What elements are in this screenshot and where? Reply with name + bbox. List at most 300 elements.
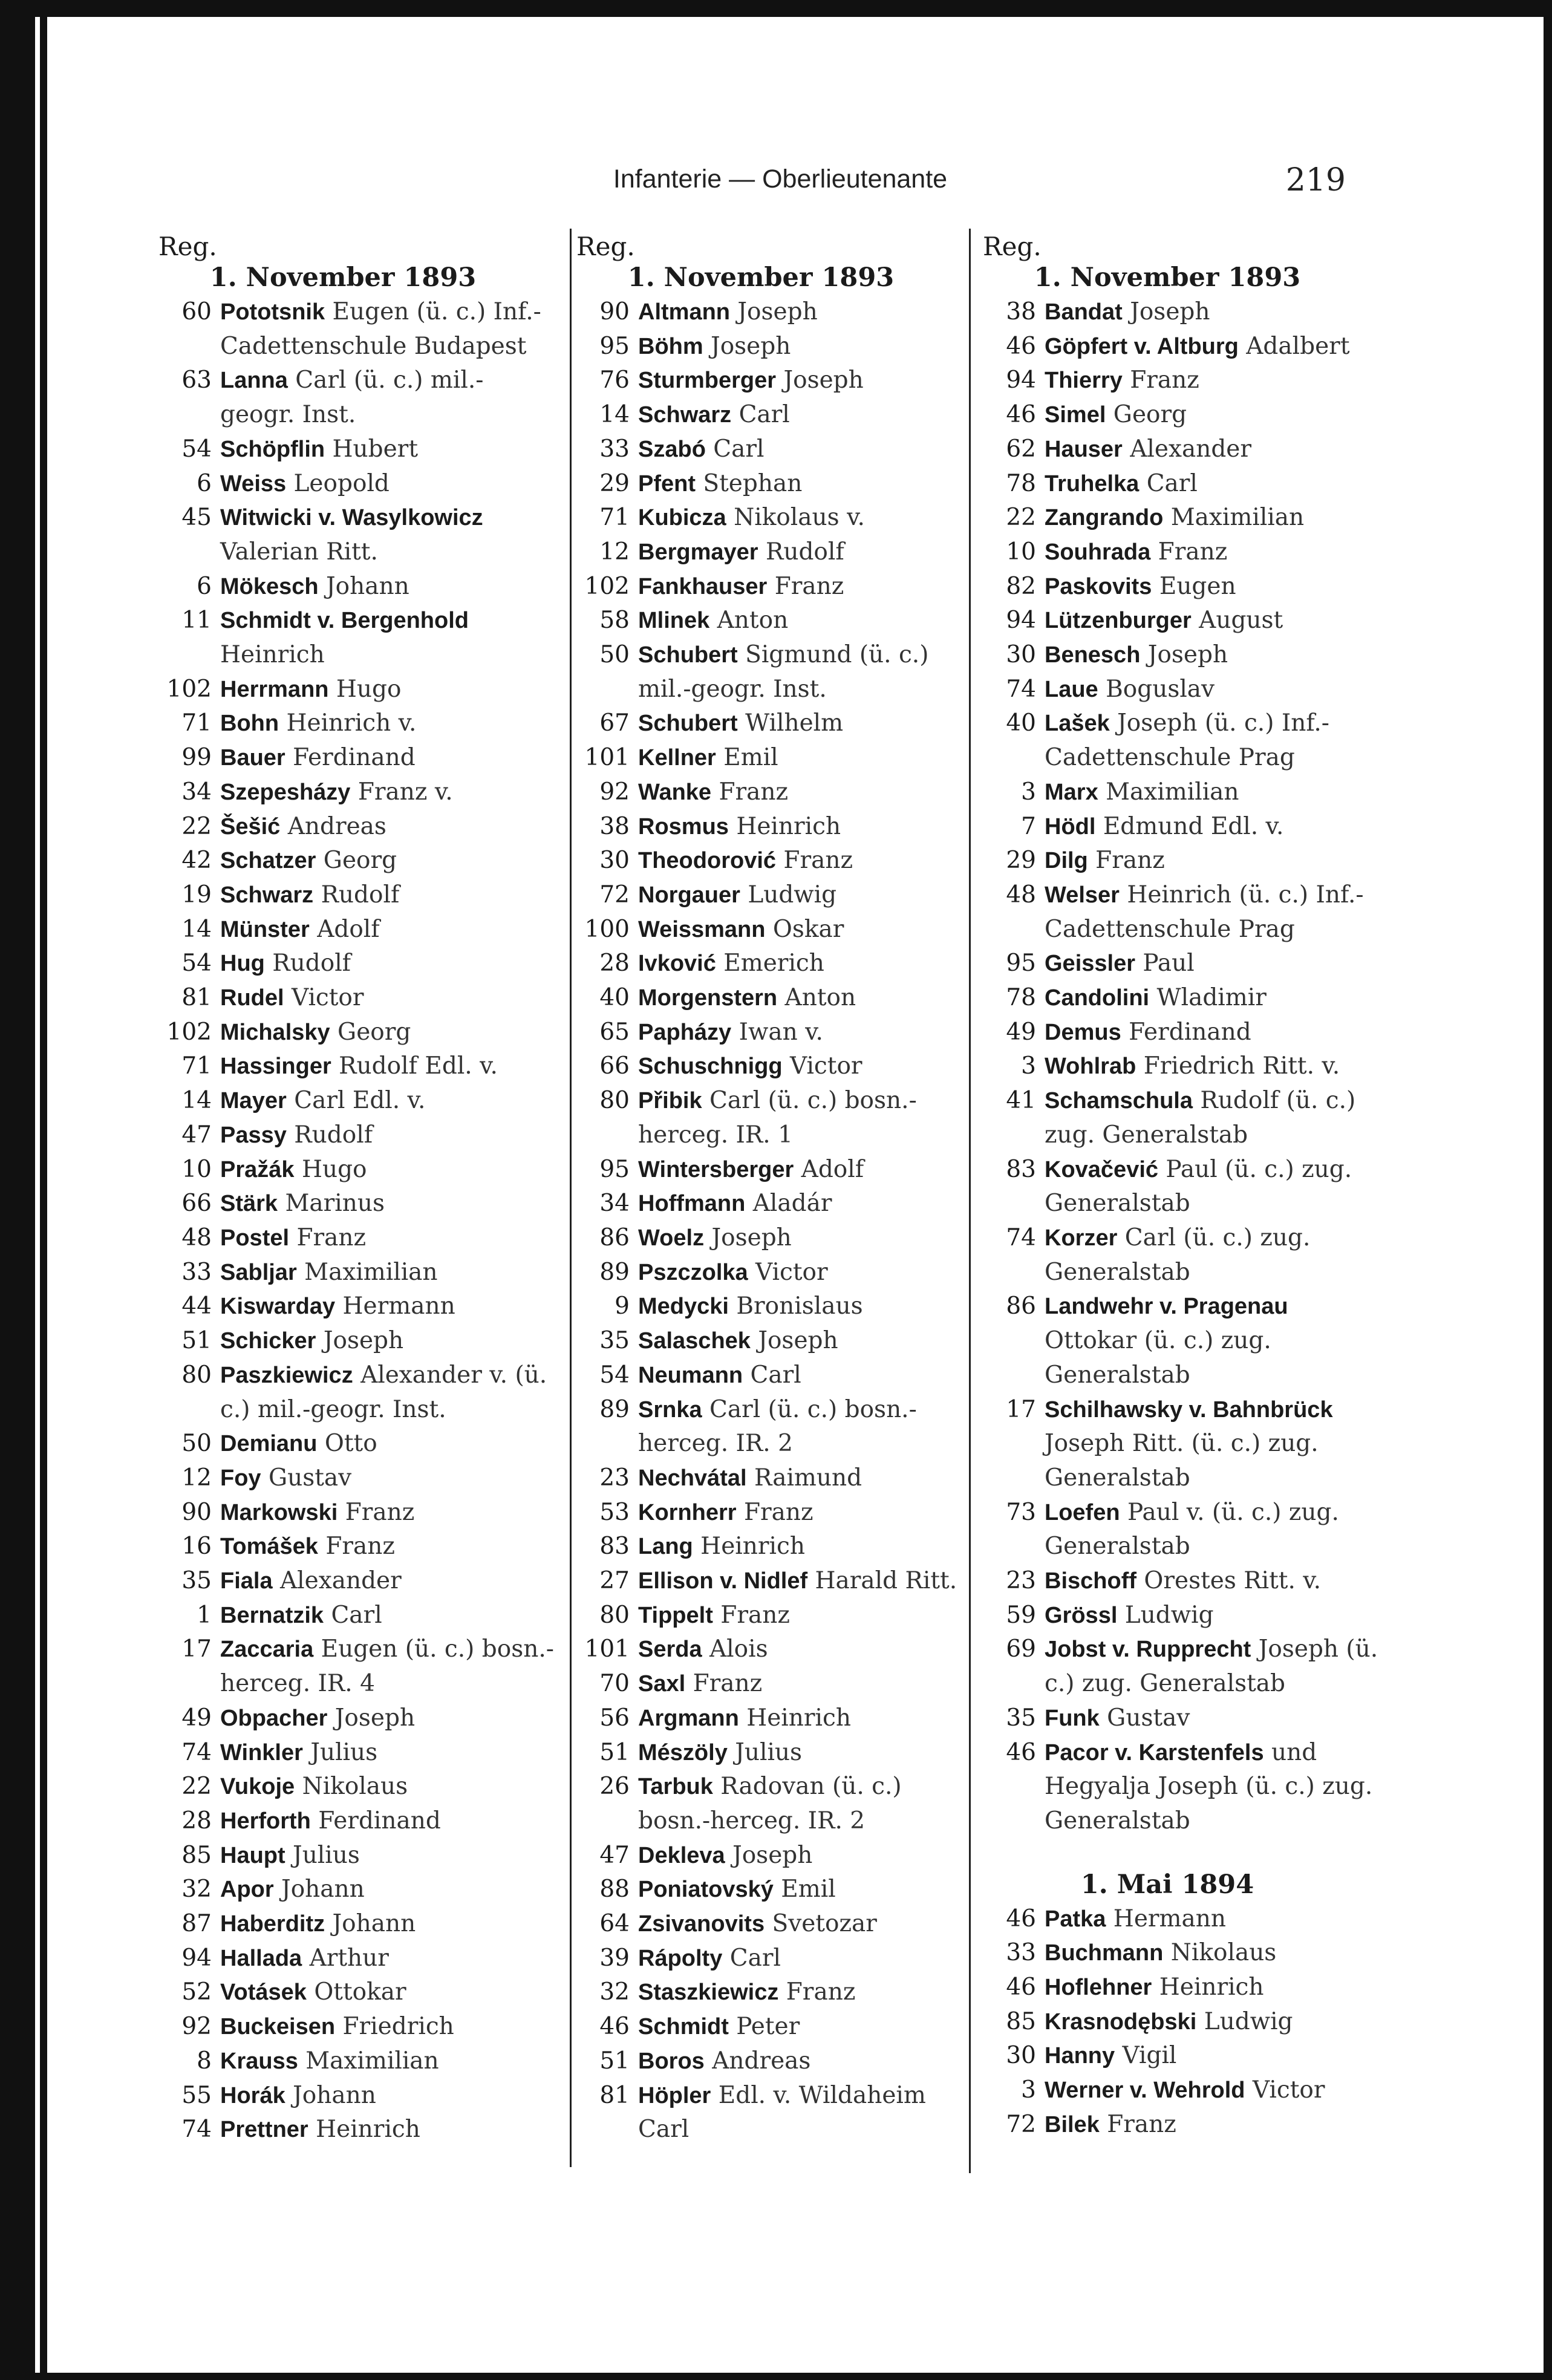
officer-surname: Michalsky [220,1019,330,1045]
regiment-number: 30 [1006,641,1036,669]
officer-entry [158,1358,556,1427]
officer-entry [158,1873,556,1907]
officer-surname: Nechvátal [638,1465,747,1491]
officer-surname: Norgauer [638,882,740,908]
officer-surname: Schicker [220,1328,316,1354]
regiment-number: 45 [181,504,212,532]
regiment-number: 46 [1006,1738,1036,1766]
regiment-number: 14 [599,401,630,429]
officer-entry [576,1770,974,1838]
officer-surname: Pototsnik [220,299,325,325]
officer-surname: Schwarz [638,402,732,428]
officer-entry [158,1289,556,1324]
officer-details: Rudolf Edl. v. [331,1052,498,1080]
officer-details: Franz [711,778,789,806]
officer-details: Joseph [776,367,864,394]
officer-details: Ferdinand [310,1807,441,1834]
regiment-number: 34 [181,778,212,806]
officer-surname: Kiswarday [220,1294,336,1320]
officer-surname: Krauss [220,2048,298,2074]
officer-entry [576,535,974,570]
officer-entry [983,1936,1380,1971]
officer-surname: Tomášek [220,1534,318,1560]
officer-entry [983,844,1380,878]
officer-entry [158,2113,556,2147]
regiment-number: 85 [1006,2007,1036,2035]
officer-details: Julius [285,1841,360,1869]
officer-surname: Schmidt v. Bergenhold [220,608,469,634]
officer-details: Franz [767,572,844,600]
regiment-number: 94 [1006,607,1036,634]
regiment-number: 94 [1006,367,1036,394]
regiment-number: 39 [599,1944,630,1972]
regiment-number: 17 [181,1635,212,1663]
officer-entry [576,467,974,501]
regiment-number: 63 [181,367,212,394]
officer-entry [983,673,1380,707]
officer-surname: Poniatovský [638,1877,774,1903]
officer-entry [576,2079,974,2147]
scan-frame-bottom [0,2373,1552,2380]
regiment-number: 38 [1006,298,1036,325]
regiment-number: 67 [599,709,630,737]
officer-details: Hermann [1106,1905,1227,1932]
officer-details: Julius [302,1738,378,1766]
officer-entry [158,1770,556,1804]
officer-surname: Markowski [220,1499,338,1525]
officer-details: Anton [709,607,789,634]
officer-surname: Haupt [220,1842,285,1868]
scan-frame-left [0,0,35,2380]
officer-entry [576,1461,974,1496]
regiment-number: 52 [181,1978,212,2006]
officer-details: Emil [716,744,778,772]
regiment-number: 102 [166,675,212,703]
officer-entry [983,878,1380,947]
officer-entry [983,1049,1380,1084]
officer-surname: Schwarz [220,882,314,908]
officer-surname: Landwehr v. Pragenau [1045,1294,1288,1320]
officer-entry [158,1016,556,1050]
officer-surname: Mlinek [638,608,710,634]
officer-entry [158,1564,556,1599]
officer-details: Andreas [704,2047,811,2075]
officer-details: Heinrich [728,812,841,840]
regiment-number: 55 [181,2081,212,2109]
officer-surname: Schuschnigg [638,1054,783,1080]
officer-details: Carl [705,435,765,463]
regiment-number: 58 [599,607,630,634]
regiment-number: 30 [1006,2042,1036,2070]
officer-entry [576,1393,974,1461]
officer-entry [576,1221,974,1256]
promotion-date-heading: 1. Mai 1894 [1080,1869,1254,1900]
officer-entry [158,1701,556,1736]
regiment-number: 41 [1006,1087,1036,1115]
officer-entry [158,1049,556,1084]
officer-details: Heinrich [739,1704,851,1732]
officer-details: Joseph [316,1327,404,1355]
regiment-number: 95 [1006,950,1036,977]
regiment-number: 72 [1006,2110,1036,2138]
officer-details: Franz [318,1533,395,1560]
officer-details: Ludwig [1117,1601,1214,1629]
officer-entry [158,1632,556,1701]
officer-details: Rudolf [313,881,400,908]
regiment-number: 50 [181,1430,212,1458]
regiment-number: 85 [181,1841,212,1869]
officer-entry [576,638,974,706]
officer-entry [576,706,974,741]
officer-surname: Demus [1045,1019,1121,1045]
officer-surname: Šešić [220,813,281,840]
regiment-number: 29 [1006,847,1036,875]
officer-entry [158,947,556,981]
officer-surname: Kornherr [638,1499,737,1525]
officer-entry [576,604,974,638]
regiment-number: 74 [181,2116,212,2144]
officer-entry [983,432,1380,467]
officer-details: Franz [1099,2110,1176,2138]
officer-details: Georg [1106,401,1187,429]
regiment-number: 16 [181,1533,212,1560]
officer-surname: Woelz [638,1225,705,1251]
regiment-number: 83 [599,1533,630,1560]
officer-entry [576,1564,974,1599]
officer-entry [158,1530,556,1564]
officer-details: Adolf [309,915,380,943]
regiment-number: 51 [599,1738,630,1766]
officer-entry [576,1907,974,1941]
officer-surname: Serda [638,1637,702,1663]
officer-entry [158,981,556,1016]
regiment-number: 80 [599,1601,630,1629]
regiment-number: 102 [584,572,630,600]
officer-surname: Wintersberger [638,1156,794,1182]
officer-entry [983,2005,1380,2039]
officer-surname: Dekleva [638,1842,725,1868]
officer-surname: Laue [1045,676,1098,702]
officer-surname: Zsivanovits [638,1911,765,1937]
officer-surname: Zangrando [1045,505,1164,531]
regiment-number: 3 [1021,2076,1036,2104]
officer-surname: Marx [1045,779,1098,805]
regiment-number: 81 [599,2081,630,2109]
officer-entry [158,775,556,810]
officer-surname: Thierry [1045,368,1123,394]
regiment-number: 72 [599,881,630,908]
officer-surname: Truhelka [1045,471,1140,497]
regiment-number: 78 [1006,469,1036,497]
regiment-number: 71 [181,1052,212,1080]
officer-surname: Wanke [638,779,712,805]
officer-entry [158,1975,556,2010]
officer-surname: Demianu [220,1431,318,1457]
officer-surname: Funk [1045,1705,1100,1731]
officer-surname: Weiss [220,471,287,497]
regiment-number: 17 [1006,1395,1036,1423]
officer-surname: Votásek [220,1980,307,2006]
officer-entry [576,1632,974,1667]
column-3 [983,233,1418,2142]
officer-details: Heinrich [693,1533,805,1560]
officer-details: Franz [776,847,853,875]
officer-details: Paul [1135,950,1195,977]
regiment-number: 6 [197,572,212,600]
officer-details: Paul (ü. c.) zug. Generalstab [1045,1155,1352,1218]
officer-details: Aladár [745,1190,832,1218]
officer-details: Ludwig [740,881,837,908]
regiment-number: 48 [181,1224,212,1251]
officer-surname: Hug [220,951,265,977]
regiment-number: 65 [599,1018,630,1046]
regiment-number: 35 [181,1567,212,1595]
scan-frame-top [0,0,1552,17]
officer-entry [576,947,974,981]
scan-frame-right [1544,0,1552,2380]
officer-entry [983,1496,1380,1564]
regiment-number: 19 [181,881,212,908]
regiment-number: 35 [1006,1704,1036,1732]
officer-surname: Hauser [1045,436,1123,462]
officer-details: Heinrich [1152,1974,1264,2001]
officer-details: Victor [782,1052,862,1080]
officer-entry [576,570,974,604]
officer-surname: Souhrada [1045,539,1151,565]
regiment-number: 94 [181,1944,212,1972]
officer-surname: Theodorović [638,848,777,874]
officer-entry [576,878,974,913]
officer-entry [158,1907,556,1941]
officer-details: Victor [284,984,364,1012]
officer-entry [576,981,974,1016]
officer-surname: Zaccaria [220,1637,314,1663]
officer-details: Maximilian [298,2047,439,2075]
regiment-number: 32 [599,1978,630,2006]
officer-entry [158,501,556,569]
officer-details: Franz [337,1498,415,1526]
officer-surname: Hallada [220,1945,302,1971]
regiment-number: 59 [1006,1601,1036,1629]
officer-details: Ferdinand [285,744,416,772]
officer-details: Franz v. [350,778,453,806]
officer-surname: Geissler [1045,951,1135,977]
officer-surname: Hödl [1045,813,1096,840]
regiment-number: 66 [599,1052,630,1080]
regiment-number: 92 [181,2013,212,2041]
regiment-number: 82 [1006,572,1036,600]
officer-entry [983,981,1380,1016]
officer-surname: Pszczolka [638,1259,748,1285]
officer-details: Boguslav [1098,675,1215,703]
officer-surname: Bischoff [1045,1568,1136,1594]
regiment-number: 28 [599,950,630,977]
officer-entry [576,330,974,364]
officer-surname: Rápolty [638,1945,723,1971]
officer-surname: Bernatzik [220,1602,324,1628]
officer-surname: Krasnodębski [1045,2009,1197,2035]
regiment-number: 33 [599,435,630,463]
officer-entry [158,1221,556,1256]
officer-details: Heinrich (ü. c.) Inf.-Cadettenschule Prag [1045,881,1364,943]
promotion-date-heading: 1. November 1893 [1034,262,1301,293]
officer-details: Hugo [328,675,402,703]
regiment-number: 32 [181,1876,212,1903]
officer-details: Wilhelm [737,709,844,737]
regiment-number: 90 [599,298,630,325]
officer-entry [983,706,1380,775]
officer-entry [983,2039,1380,2073]
officer-details: Eugen (ü. c.) Inf.-Cadettenschule Budapest [220,298,541,360]
officer-surname: Kubicza [638,505,726,531]
regiment-number: 3 [1021,778,1036,806]
officer-entry [158,878,556,913]
officer-surname: Passy [220,1122,287,1148]
officer-entry [983,1971,1380,2005]
officer-entry [158,432,556,467]
officer-surname: Höpler [638,2082,711,2108]
officer-entry [576,1496,974,1530]
regiment-number: 44 [181,1293,212,1320]
officer-entry [983,1393,1380,1496]
officer-entry [158,1461,556,1496]
regiment-number: 83 [1006,1155,1036,1183]
officer-details: Joseph [704,1224,792,1251]
officer-entry [576,1839,974,1873]
officer-surname: Morgenstern [638,985,778,1011]
officer-entry [983,1564,1380,1599]
regiment-number: 100 [584,915,630,943]
regiment-number: 49 [1006,1018,1036,1046]
officer-entry [576,775,974,810]
regiment-number: 40 [599,984,630,1012]
officer-surname: Buckeisen [220,2014,336,2040]
officer-entry [576,1187,974,1221]
officer-surname: Pacor v. Karstenfels [1045,1739,1264,1765]
officer-details: Hubert [325,435,418,463]
officer-entry [576,1153,974,1187]
officer-surname: Benesch [1045,642,1141,668]
officer-entry [983,535,1380,570]
officer-surname: Münster [220,916,310,942]
officer-details: Heinrich [220,641,325,669]
officer-surname: Hanny [1045,2043,1115,2069]
officer-entry [158,673,556,707]
officer-entry [158,604,556,672]
officer-surname: Přibik [638,1088,702,1114]
regiment-number: 27 [599,1567,630,1595]
officer-details: Franz [685,1670,763,1698]
officer-entry [576,1530,974,1564]
regiment-number: 49 [181,1704,212,1732]
officer-surname: Winkler [220,1739,303,1765]
officer-surname: Sabljar [220,1259,297,1285]
regiment-number: 8 [197,2047,212,2075]
officer-surname: Lašek [1045,711,1110,737]
officer-details: Friedrich [335,2013,454,2041]
officer-entry [576,1599,974,1633]
officer-details: Georg [316,847,397,875]
officer-details: Edl. v. Wildaheim Carl [638,2081,926,2144]
officer-surname: Paskovits [1045,573,1152,599]
regiment-number: 69 [1006,1635,1036,1663]
officer-surname: Argmann [638,1705,739,1731]
officer-entry [983,947,1380,981]
officer-entry [983,1902,1380,1937]
officer-surname: Bergmayer [638,539,758,565]
officer-details: Raimund [746,1464,862,1492]
officer-surname: Schubert [638,711,738,737]
regiment-number: 34 [599,1190,630,1218]
officer-details: Rudolf (ü. c.) zug. Generalstab [1045,1087,1356,1149]
regiment-number: 90 [181,1498,212,1526]
regiment-number: 101 [584,744,630,772]
regiment-number: 28 [181,1807,212,1834]
officer-surname: Boros [638,2048,705,2074]
officer-surname: Schamschula [1045,1088,1193,1114]
officer-entry [983,810,1380,844]
officer-details: Anton [777,984,856,1012]
regiment-number: 35 [599,1327,630,1355]
regiment-number: 95 [599,1155,630,1183]
officer-entry [158,295,556,364]
regiment-number: 74 [181,1738,212,1766]
regiment-number: 54 [599,1361,630,1389]
officer-surname: Lanna [220,368,288,394]
officer-details: Joseph [1122,298,1210,325]
page-number: 219 [1285,162,1346,198]
regiment-number: 22 [181,1773,212,1801]
officer-details: Joseph (ü. c.) Inf.-Cadettenschule Prag [1045,709,1329,772]
regiment-number: 64 [599,1910,630,1938]
officer-entry [576,1358,974,1393]
officer-surname: Wohlrab [1045,1054,1136,1080]
regiment-number: 47 [599,1841,630,1869]
officer-surname: Vukoje [220,1774,295,1800]
officer-entry [158,2079,556,2113]
officer-entry [983,604,1380,638]
officer-entry [158,364,556,432]
officer-entry [983,501,1380,535]
officer-details: Alois [702,1635,768,1663]
officer-surname: Schöpflin [220,436,325,462]
officer-surname: Korzer [1045,1225,1118,1251]
officer-details: Johann [318,572,409,600]
officer-entry [983,295,1380,330]
officer-entry [158,1084,556,1118]
officer-surname: Herrmann [220,676,329,702]
officer-details: Paul v. (ü. c.) zug. Generalstab [1045,1498,1339,1560]
officer-surname: Herforth [220,1808,311,1834]
officer-entry [576,1324,974,1358]
regiment-number: 92 [599,778,630,806]
officer-surname: Medycki [638,1294,729,1320]
officer-entry [983,1701,1380,1736]
officer-surname: Obpacher [220,1705,328,1731]
officer-details: Sigmund (ü. c.) mil.-geogr. Inst. [638,641,929,703]
regiment-number: 66 [181,1190,212,1218]
officer-entry [576,1941,974,1976]
officer-details: Nikolaus v. [726,504,865,532]
officer-details: Franz [289,1224,367,1251]
regiment-number: 71 [599,504,630,532]
officer-entry [983,2108,1380,2142]
officer-details: Carl Edl. v. [286,1087,426,1115]
officer-details: Vigil [1115,2042,1177,2070]
officer-entry [576,1667,974,1701]
officer-surname: Schilhawsky v. Bahnbrück [1045,1397,1333,1423]
officer-details: Adalbert [1238,332,1350,360]
